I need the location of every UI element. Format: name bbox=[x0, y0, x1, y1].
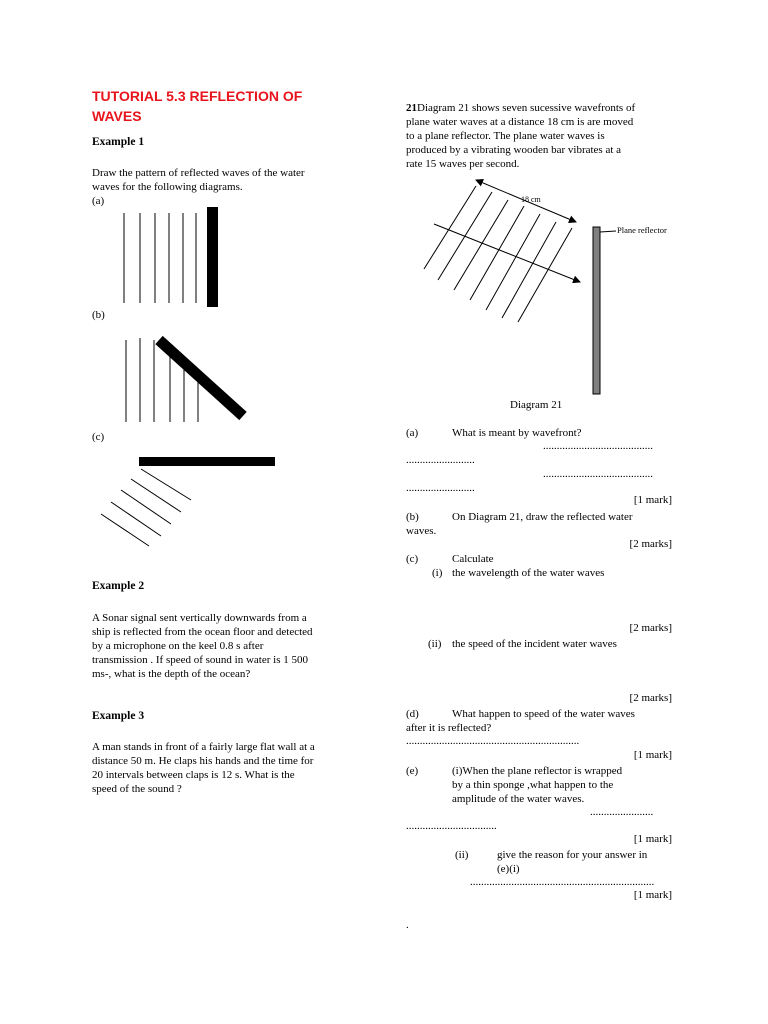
label-b: (b) bbox=[92, 309, 105, 321]
diagram-b bbox=[115, 330, 255, 430]
part-b-question-line2: waves. bbox=[406, 525, 437, 537]
mark-ci: [2 marks] bbox=[629, 622, 672, 634]
example3-heading: Example 3 bbox=[92, 710, 145, 722]
example2-line3: by a microphone on the keel 0.8 s after bbox=[92, 640, 264, 652]
part-d-question-line2: after it is reflected? bbox=[406, 722, 492, 734]
mark-b: [2 marks] bbox=[629, 538, 672, 550]
mark-d: [1 mark] bbox=[633, 749, 672, 761]
example2-heading: Example 2 bbox=[92, 580, 145, 592]
part-c-question: Calculate bbox=[452, 553, 494, 565]
part-eii-label: (ii) bbox=[455, 849, 469, 861]
diagram-21 bbox=[416, 172, 686, 402]
part-ci-label: (i) bbox=[432, 567, 443, 579]
answer-line-4: ......................... bbox=[406, 482, 475, 494]
page-title-line1: TUTORIAL 5.3 REFLECTION OF bbox=[92, 88, 303, 104]
q21-line4: produced by a vibrating wooden bar vibrates at a bbox=[406, 144, 622, 156]
answer-line-2: ......................... bbox=[406, 454, 475, 466]
label-c: (c) bbox=[92, 431, 105, 443]
label-a: (a) bbox=[92, 195, 105, 207]
example3-line3: 20 intervals between claps is 12 s. What is the bbox=[92, 769, 295, 781]
part-ei-question-line2: by a thin sponge ,what happen to the bbox=[452, 779, 614, 791]
example2-line4: transmission . If speed of sound in water is 1 500 bbox=[92, 654, 308, 666]
trailing-dot: . bbox=[406, 919, 409, 931]
example2-line2: ship is reflected from the ocean floor and detected bbox=[92, 626, 313, 638]
example1-heading: Example 1 bbox=[92, 136, 145, 148]
part-ei-question-line3: amplitude of the water waves. bbox=[452, 793, 585, 805]
q21-line3: to a plane reflector. The plane water waves is bbox=[406, 130, 605, 142]
example1-text-line2: waves for the following diagrams. bbox=[92, 181, 243, 193]
example3-line1: A man stands in front of a fairly large flat wall at a bbox=[92, 741, 315, 753]
example2-line5: ms-, what is the depth of the ocean? bbox=[92, 668, 251, 680]
q21-line5: rate 15 waves per second. bbox=[406, 158, 520, 170]
part-b-question-line1: On Diagram 21, draw the reflected water bbox=[452, 511, 633, 523]
q21-line1 bbox=[406, 101, 635, 115]
part-c-label: (c) bbox=[406, 553, 419, 565]
mark-a: [1 mark] bbox=[633, 494, 672, 506]
answer-line-3: ........................................ bbox=[543, 468, 653, 480]
reflector-label: Plane reflector bbox=[617, 225, 667, 235]
part-a-question: What is meant by wavefront? bbox=[452, 427, 582, 439]
part-cii-label: (ii) bbox=[428, 638, 442, 650]
example3-line4: speed of the sound ? bbox=[92, 783, 182, 795]
mark-ei: [1 mark] bbox=[633, 833, 672, 845]
mark-eii: [1 mark] bbox=[633, 889, 672, 901]
part-e-label: (e) bbox=[406, 765, 419, 777]
answer-line-1: ........................................ bbox=[543, 440, 653, 452]
part-eii-question-line1: give the reason for your answer in bbox=[497, 849, 648, 861]
dimension-label: 18 cm bbox=[521, 195, 541, 204]
part-ci-question: the wavelength of the water waves bbox=[452, 567, 605, 579]
q21-text-line1: Diagram 21 shows seven sucessive wavefronts of bbox=[417, 102, 636, 114]
mark-cii: [2 marks] bbox=[629, 692, 672, 704]
part-d-label: (d) bbox=[406, 708, 419, 720]
example1-text-line1: Draw the pattern of reflected waves of the water bbox=[92, 167, 305, 179]
diagram-c bbox=[95, 450, 285, 560]
part-ei-question-line1: (i)When the plane reflector is wrapped bbox=[452, 765, 623, 777]
answer-line-e1: ....................... bbox=[590, 806, 654, 818]
q21-line2: plane water waves at a distance 18 cm is are moved bbox=[406, 116, 634, 128]
part-d-question-line1: What happen to speed of the water waves bbox=[452, 708, 635, 720]
part-a-label: (a) bbox=[406, 427, 419, 439]
part-cii-question: the speed of the incident water waves bbox=[452, 638, 617, 650]
answer-line-eii: ................................................................... bbox=[470, 876, 655, 888]
page-title-line2: WAVES bbox=[92, 108, 142, 124]
diagram-21-caption: Diagram 21 bbox=[510, 399, 563, 411]
diagram-a bbox=[110, 205, 230, 310]
q21-number: 21 bbox=[406, 102, 417, 114]
example3-line2: distance 50 m. He claps his hands and the time for bbox=[92, 755, 314, 767]
answer-line-e2: ................................. bbox=[406, 820, 497, 832]
example2-line1: A Sonar signal sent vertically downwards from a bbox=[92, 612, 307, 624]
part-b-label: (b) bbox=[406, 511, 419, 523]
part-eii-question-line2: (e)(i) bbox=[497, 863, 520, 875]
answer-line-d: ............................................................... bbox=[406, 735, 580, 747]
